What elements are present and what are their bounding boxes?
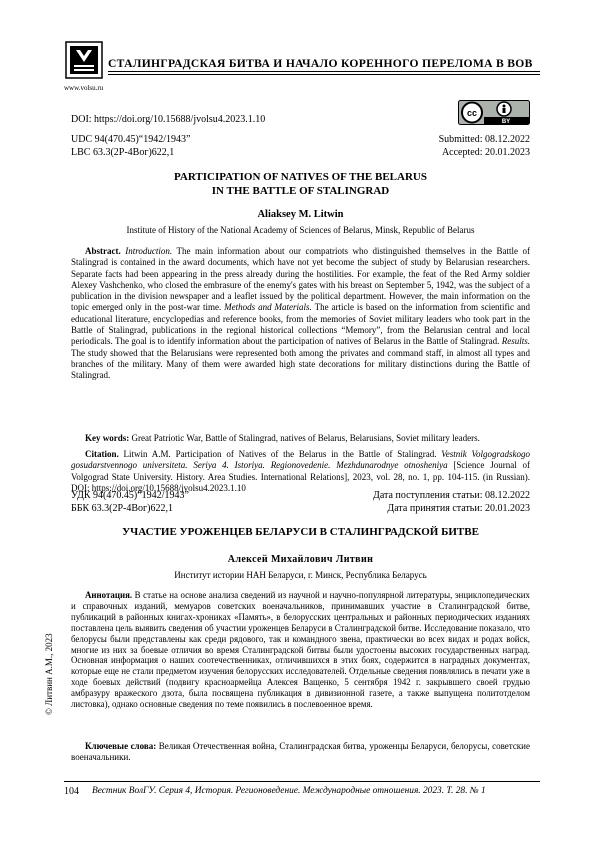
citation-en [71, 449, 530, 494]
header-rule [108, 71, 540, 72]
lbc-en: LBC 63.3(2Р-4Вог)622,1 [71, 146, 175, 158]
site-link[interactable]: www.volsu.ru [64, 84, 104, 92]
doi-link[interactable]: DOI: https://doi.org/10.15688/jvolsu4.2023.1.10 [71, 114, 266, 125]
accepted-date: Accepted: 20.01.2023 [441, 146, 530, 158]
methods-text: The article is based on the information from scientific and educational literature, encyclopedias and reference books, from the memories of Soviet military leaders who took part in the Battle of Stalingrad, publications in the regional historical collections “Memory”, from the Belarusian central and local periodicals. The goal is to identify information about the participation of natives of Belarus in the Battle of Stalingrad. [71, 302, 530, 347]
citation-journal: Vestnik Volgogradskogo gosudarstvennogo universiteta. Seriya 4. Istoriya. Regionovedenie. Mezhdunarodnye otnosheniya [71, 449, 530, 471]
udk-ru: УДК 94(470.45)“1942/1943” [71, 490, 189, 501]
author-en: Aliaksey M. Litwin [257, 209, 344, 220]
keywords-label: Key words: [85, 433, 130, 443]
results-label: Results. [501, 336, 530, 347]
abstract-label: Abstract. [85, 246, 121, 256]
affiliation-ru: Институт истории НАН Беларуси, г. Минск, Республика Беларусь [174, 570, 427, 580]
submitted-date: Submitted: 08.12.2022 [438, 134, 530, 145]
bbk-ru: ББК 63.3(2Р-4Вог)622,1 [71, 503, 173, 514]
results-text: The study showed that the Belarusians were represented both among the privates and command staff, in almost all types and branches of the military. Many of them were awarded high state decorations for military distinctions during the Battle of Stalingrad. [71, 347, 530, 381]
submitted-date-ru: Дата поступления статьи: 08.12.2022 [373, 490, 530, 501]
affiliation-en: Institute of History of the National Academy of Sciences of Belarus, Minsk, Republic of Belarus [126, 225, 475, 235]
keywords-text: Great Patriotic War, Battle of Stalingrad, natives of Belarus, Belarusians, Soviet military leaders. [129, 433, 480, 443]
keywords-label-ru: Ключевые слова: [85, 741, 157, 751]
footer-journal-title: Вестник ВолГУ. Серия 4, История. Регионоведение. Международные отношения. 2023. Т. 28. № 1 [92, 786, 486, 796]
by-text: BY [501, 119, 511, 125]
copyright-notice [44, 605, 56, 715]
dates-block-ru [330, 489, 530, 515]
dates-block [380, 134, 530, 159]
abstract-ru [71, 590, 530, 710]
journal-header [64, 40, 540, 90]
accepted-date-ru: Дата принятия статьи: 20.01.2023 [387, 503, 530, 514]
citation-text-rest: [Science Journal of Volgograd State University. History. Area Studies. International Relations], 2023, vol. 28, no. 1, pp. 104-115. (in Russian). DOI: https://doi.org/10.15688/jvolsu4.2023.1.10 [71, 460, 530, 493]
copyright-text: © Литвин А.М., 2023 [44, 633, 54, 715]
cc-by-icon [458, 100, 530, 125]
abstract-text-ru: В статье на основе анализа сведений из научной и научно-популярной литературы, энциклопедических и справочных изданий, мемуаров советских военачальников, принимавших участие в Сталинградской битве, публикаций в районных книгах-хрониках «Память», в белорусских центральных и районных периодических изданиях поставлена цель выявить сведения об участии уроженцев Беларуси в Сталинградской битве. Исследование показало, что белорусы были представлены как среди рядового, так и командного звена, практически во всех видах и родах войск, многие из них за боевые отличия во время Сталинградской битвы были удостоены высоких государственных наград. Основная информация о наших соотечественниках, отличившихся в этих боях, содержится в наградных документах, которые еще не стали предметом изучения белорусских исследователей. Отдельные сведения появлялись в печати уже в ходе боевых действий (подвигу красноармейца Алексея Ващенко, 5 сентября 1942 г. закрывшего своей грудью амбразуру вражеского дзота, была посвящена публикация в дивизионной газете, а также выпущена политотделом листовка), однако основные сведения по теме появились в послевоенное время. [71, 590, 530, 710]
title-line-2: IN THE BATTLE OF STALINGRAD [211, 185, 390, 197]
article-title-en [71, 170, 530, 198]
citation-text: Litwin A.M. Participation of Natives of the Belarus in the Battle of Stalingrad. [118, 449, 442, 459]
author-ru: Алексей Михайлович Литвин [227, 554, 374, 565]
header-rule-thin [108, 74, 540, 75]
title-line-1: PARTICIPATION OF NATIVES OF THE BELARUS [174, 171, 427, 183]
keywords-en [71, 433, 530, 444]
volsu-logo-icon [64, 40, 104, 80]
intro-text: The main information about our compatriots who distinguished themselves in the Battle of Stalingrad is contained in the award documents, which have not yet become the subject of study by Belarusian researchers. Separate facts had been appearing in the press already during the hostilities. For example, the feat of the Red Army soldier Alexey Vashchenko, who closed the embrasure of the enemy's gates with his breast on September 5, 1942, was the subject of a publication in the division newspaper and a leaflet issued by the political department. However, the main information on the topic emerged only in the post-war time. [71, 246, 531, 313]
udk-bbk-block [71, 489, 189, 515]
intro-label: Introduction. [125, 246, 173, 256]
citation-label: Citation. [85, 449, 119, 459]
keywords-ru [71, 741, 530, 763]
udc-lbc-block [71, 134, 190, 159]
keywords-text-ru: Великая Отечественная война, Сталинградская битва, уроженцы Беларуси, белорусы, советские военачальники. [71, 741, 530, 762]
journal-section-title: СТАЛИНГРАДСКАЯ БИТВА И НАЧАЛО КОРЕННОГО ПЕРЕЛОМА В ВОВ [108, 57, 533, 70]
article-title-ru: УЧАСТИЕ УРОЖЕНЦЕВ БЕЛАРУСИ В СТАЛИНГРАДСКОЙ БИТВЕ [122, 526, 479, 538]
cc-text: cc [466, 108, 478, 118]
page-number: 104 [64, 786, 79, 797]
abstract-label-ru: Аннотация. [85, 590, 133, 600]
udc-en: UDC 94(470.45)“1942/1943” [71, 134, 191, 145]
methods-label: Methods and Materials. [224, 302, 312, 313]
abstract-en [71, 246, 530, 382]
footer-rule [64, 781, 540, 782]
